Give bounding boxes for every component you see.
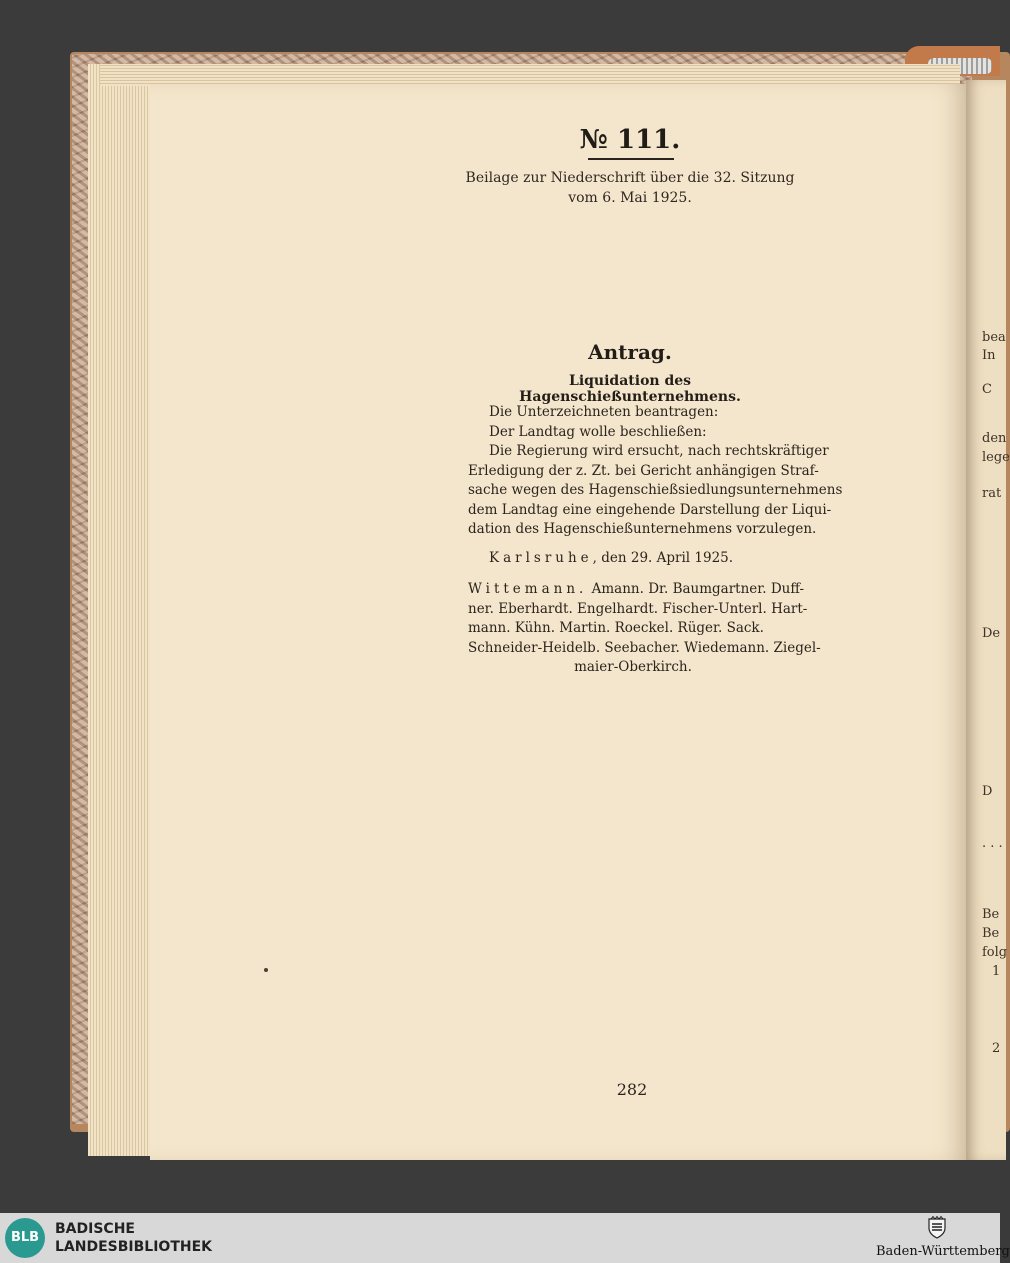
first-signer: Wittemann. [468, 581, 588, 597]
body-line: Erledigung der z. Zt. bei Gericht anhängigen Straf- [468, 462, 819, 479]
facing-fragment: 1 [992, 964, 1001, 979]
library-name[interactable] [55, 1220, 212, 1256]
body-line: Die Unterzeichneten beantragen: [489, 404, 719, 420]
facing-fragment: den [982, 431, 1007, 446]
footer-bar [0, 1213, 1010, 1263]
signers-line: mann. Kühn. Martin. Roeckel. Rüger. Sack. [468, 620, 764, 636]
number-underline [588, 158, 674, 160]
coat-of-arms-icon [925, 1216, 949, 1240]
signers-line: Schneider-Heidelb. Seebacher. Wiedemann. Ziegel- [468, 639, 821, 656]
body-line: dem Landtag eine eingehende Darstellung der Liqui- [468, 501, 832, 518]
blb-logo-icon[interactable]: BLB [5, 1218, 45, 1258]
facing-fragment: . . . [982, 836, 1003, 851]
body-line: sache wegen des Hagenschießsiedlungsunternehmens [468, 482, 843, 498]
document-number: № 111. [579, 125, 681, 155]
body-line: Die Regierung wird ersucht, nach rechtskräftiger [489, 443, 829, 459]
paper-speck [264, 968, 268, 972]
place-name: Karlsruhe [489, 550, 593, 566]
facing-fragment: rat [982, 486, 1002, 501]
signers-line [468, 580, 805, 600]
motion-heading: Antrag. [588, 340, 672, 364]
date: , den 29. April 1925. [592, 550, 734, 566]
library-name-line: BADISCHE [55, 1221, 135, 1237]
signers-line: maier-Oberkirch. [574, 659, 692, 675]
facing-fragment: Be [982, 907, 1000, 922]
motion-body [468, 403, 843, 540]
signers-text: Amann. Dr. Baumgartner. Duff- [587, 581, 805, 597]
facing-fragment: De [982, 626, 1001, 641]
facing-fragment: folg [982, 945, 1008, 960]
library-name-line: LANDESBIBLIOTHEK [55, 1239, 213, 1255]
facing-fragment: 2 [992, 1041, 1001, 1056]
facing-fragment: In [982, 348, 996, 363]
document-subtitle [460, 168, 800, 208]
signatories [468, 580, 821, 678]
facing-fragment: Be [982, 926, 1000, 941]
body-line: dation des Hagenschießunternehmens vorzulegen. [468, 521, 817, 537]
signers-line: ner. Eberhardt. Engelhardt. Fischer-Unterl. Hart- [468, 600, 808, 617]
facing-fragment: D [982, 784, 993, 799]
subtitle-line: Beilage zur Niederschrift über die 32. Sitzung [465, 170, 795, 186]
subtitle-line: vom 6. Mai 1925. [568, 190, 692, 206]
facing-fragment: bea [982, 330, 1006, 345]
partner-name[interactable]: Baden-Württemberg [876, 1244, 1010, 1259]
motion-subject: Liquidation des Hagenschießunternehmens. [519, 373, 741, 405]
place-date [489, 550, 799, 566]
body-line: Der Landtag wolle beschließen: [489, 423, 707, 440]
page-number: 282 [616, 1080, 648, 1099]
facing-fragment: C [982, 382, 992, 397]
facing-fragment: lege [982, 450, 1010, 465]
